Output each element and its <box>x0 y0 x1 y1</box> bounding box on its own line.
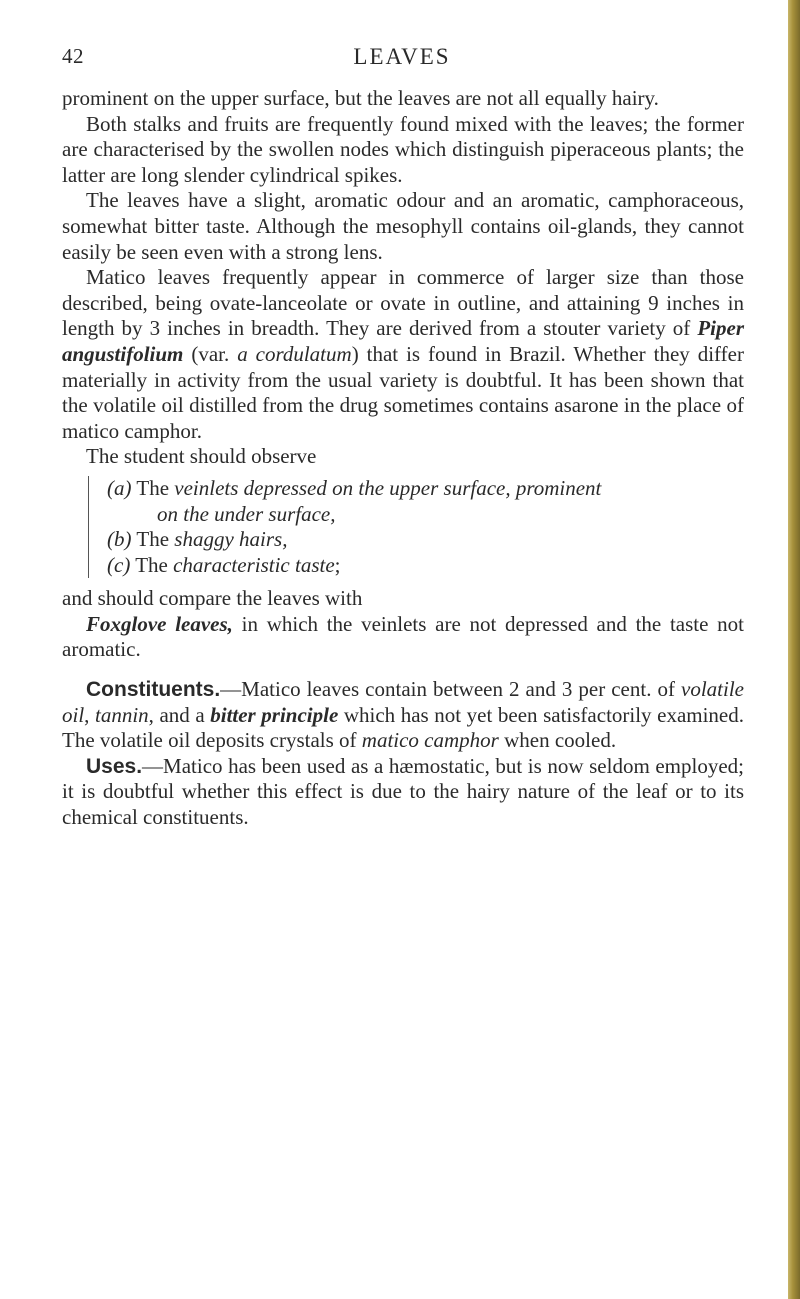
item-article: The <box>136 475 170 500</box>
text-run: (var. <box>183 341 238 366</box>
body-text <box>62 86 744 831</box>
observation-item-a-continued <box>107 502 744 528</box>
term-bitter-principle: bitter principle <box>210 702 339 727</box>
item-marker: (c) <box>107 552 131 577</box>
item-text: veinlets depressed on the upper surface, prominent <box>174 475 602 500</box>
paragraph-odour-taste: The leaves have a slight, aromatic odour and an aromatic, camphoraceous, somewhat bitter taste. Although the mesophyll contains oil-glands, they cannot easily be seen even with a strong lens. <box>62 188 744 264</box>
observation-item-c <box>107 553 744 579</box>
text-run: , and a <box>148 702 211 727</box>
text-run: which has not yet been satisfactorily examined. The volatile oil deposits crystals of <box>62 702 744 753</box>
paragraph-larger-leaves <box>62 265 744 444</box>
item-text: characteristic taste <box>173 552 335 577</box>
page-edge-shadow <box>788 0 800 1299</box>
paragraph-student-observe: The student should observe <box>86 444 317 469</box>
variety-name: a cordulatum <box>237 341 352 366</box>
item-marker: (b) <box>107 527 132 552</box>
item-end: ; <box>334 552 341 577</box>
observation-list <box>88 476 744 578</box>
observation-item-b <box>107 527 744 553</box>
page-number: 42 <box>62 44 84 68</box>
foxglove-term: Foxglove leaves, <box>86 611 233 636</box>
text-run: ) that is found in Brazil. Whether they differ materially in activity from the usual variety is doubtful. It has been shown that the volatile oil distilled from the drug sometimes contains asarone in the place of matico camphor. <box>62 341 744 443</box>
item-text: on the under surface, <box>157 501 336 526</box>
paragraph-constituents <box>62 677 744 754</box>
text-run: —Matico leaves contain between 2 and 3 per cent. of <box>220 677 682 702</box>
item-marker: (a) <box>107 475 132 500</box>
item-text: shaggy hairs, <box>174 527 288 552</box>
paragraph-compare: and should compare the leaves with <box>62 586 363 611</box>
item-article: The <box>135 552 168 577</box>
text-run: in which the veinlets are not depressed and the taste not aromatic. <box>62 611 744 662</box>
text-run: Matico leaves frequently appear in commerce of larger size than those described, being ovate-lanceolate or ovate in outline, and attaining 9 inches in length by 3 inches in breadth. They are derived from a stouter variety of <box>62 265 744 341</box>
species-name: Piper angustifolium <box>62 316 744 366</box>
paragraph-stalks-fruits: Both stalks and fruits are frequently found mixed with the leaves; the former are characterised by the swollen nodes which distinguish piperaceous plants; the latter are long slender cylindrical spikes. <box>62 111 744 187</box>
section-heading-uses: Uses. <box>86 754 143 778</box>
text-run: when cooled. <box>498 728 617 753</box>
term-tannin: tannin <box>94 702 149 727</box>
term-volatile-oil: volatile oil <box>62 677 744 727</box>
running-title: LEAVES <box>353 44 451 69</box>
text-run: —Matico has been used as a hæmostatic, but is now seldom employed; it is doubtful whether this effect is due to the hairy nature of the leaf or to its chemical constituents. <box>62 753 744 830</box>
section-heading-constituents: Constituents. <box>86 678 221 702</box>
term-matico-camphor: matico camphor <box>361 728 499 753</box>
observation-item-a <box>107 476 744 502</box>
paragraph-foxglove <box>62 612 744 663</box>
item-article: The <box>136 527 170 552</box>
text-run: , <box>84 702 95 727</box>
paragraph-continuation: prominent on the upper surface, but the leaves are not all equally hairy. <box>62 86 659 110</box>
paragraph-uses <box>62 754 744 831</box>
page-header <box>62 44 742 74</box>
